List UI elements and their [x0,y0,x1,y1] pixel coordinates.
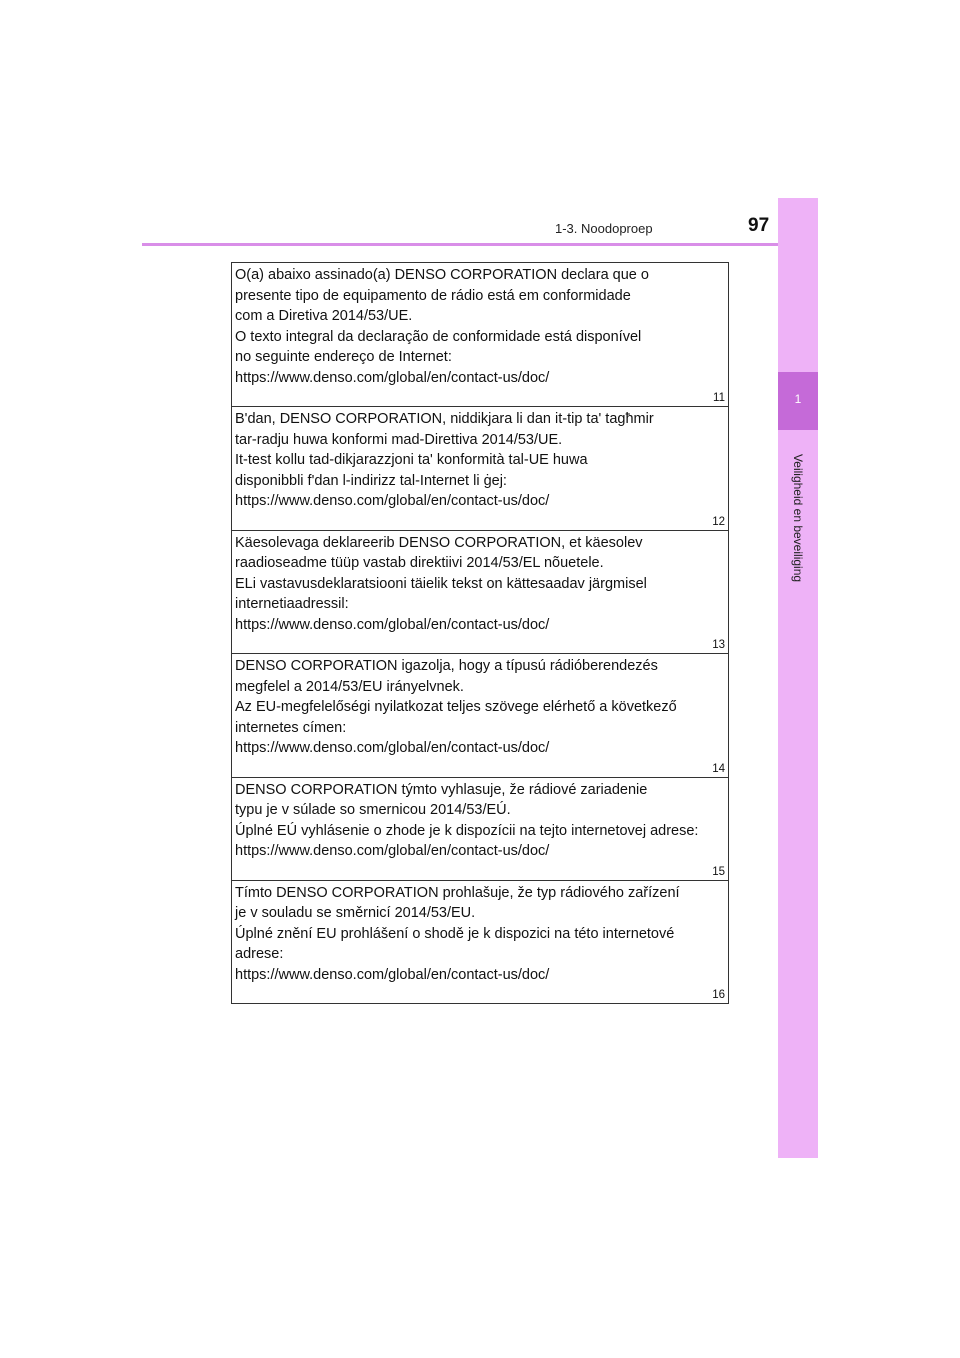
declaration-text-line: https://www.denso.com/global/en/contact-us/doc/ [235,843,550,859]
declaration-text-line: It-test kollu tad-dikjarazzjoni ta' konformità tal-UE huwa [235,452,588,468]
declaration-text-line: internetiaadressil: [235,596,349,612]
declaration-text-line: O texto integral da declaração de conformidade está disponível [235,328,642,345]
declaration-text-line: Úplné EÚ vyhlásenie o zhode je k dispozícii na tejto internetovej adrese: [235,822,699,839]
header-divider [142,243,818,246]
chapter-side-tab [778,198,818,1158]
section-title: 1-3. Noodoproep [555,221,653,236]
declaration-text-line: https://www.denso.com/global/en/contact-us/doc/ [235,740,550,756]
chapter-number: 1 [794,392,802,406]
declaration-text-line: internetes címen: [235,719,347,736]
declaration-text-line: B'dan, DENSO CORPORATION, niddikjara li dan it-tip ta' tagħmir [235,411,654,427]
declaration-cell [232,654,728,778]
declaration-number: 14 [712,762,725,775]
declaration-text-line: no seguinte endereço de Internet: [235,349,452,365]
declaration-text-line: presente tipo de equipamento de rádio está em conformidade [235,287,631,304]
declaration-text-line: typu je v súlade so smernicou 2014/53/EÚ. [235,802,511,818]
declaration-cell [232,407,728,531]
declaration-text-line: https://www.denso.com/global/en/contact-us/doc/ [235,369,550,386]
declaration-cell [232,881,728,1004]
chapter-label: Veiligheid en beveiliging [791,453,805,583]
declaration-text-line: https://www.denso.com/global/en/contact-us/doc/ [235,966,550,983]
declaration-table [231,262,729,1004]
declaration-number: 11 [713,392,725,404]
declaration-cell [232,263,728,407]
declaration-text-line: disponibbli f'dan l-indirizz tal-Internet li ġej: [235,472,507,489]
declaration-number: 12 [712,515,725,528]
declaration-cell [232,778,728,881]
declaration-text-line: com a Diretiva 2014/53/UE. [235,308,413,324]
declaration-text-line: Tímto DENSO CORPORATION prohlašuje, že typ rádiového zařízení [235,884,680,901]
declaration-text-line: Úplné znění EU prohlášení o shodě je k dispozici na této internetové [235,925,675,942]
page-number: 97 [748,215,770,236]
declaration-number: 15 [712,865,725,878]
declaration-text-line: O(a) abaixo assinado(a) DENSO CORPORATION declara que o [235,267,649,283]
declaration-text-line: Käesolevaga deklareerib DENSO CORPORATION, et käesolev [235,534,643,551]
declaration-number: 16 [712,989,725,1001]
declaration-text-line: adrese: [235,946,284,962]
declaration-text-line: je v souladu se směrnicí 2014/53/EU. [235,905,476,921]
declaration-cell [232,531,728,655]
declaration-text-line: DENSO CORPORATION týmto vyhlasuje, že rádiové zariadenie [235,781,648,798]
declaration-number: 13 [712,639,725,651]
declaration-text-line: raadioseadme tüüp vastab direktiivi 2014/53/EL nõuetele. [235,555,604,571]
declaration-text-line: DENSO CORPORATION igazolja, hogy a típusú rádióberendezés [235,658,658,674]
declaration-text-line: https://www.denso.com/global/en/contact-us/doc/ [235,493,550,509]
declaration-text-line: Az EU-megfelelőségi nyilatkozat teljes szövege elérhető a következő [235,699,677,715]
declaration-text-line: https://www.denso.com/global/en/contact-us/doc/ [235,616,550,633]
declaration-text-line: megfelel a 2014/53/EU irányelvnek. [235,678,464,695]
declaration-text-line: ELi vastavusdeklaratsiooni täielik tekst on kättesaadav järgmisel [235,575,647,592]
declaration-text-line: tar-radju huwa konformi mad-Direttiva 2014/53/UE. [235,431,563,448]
